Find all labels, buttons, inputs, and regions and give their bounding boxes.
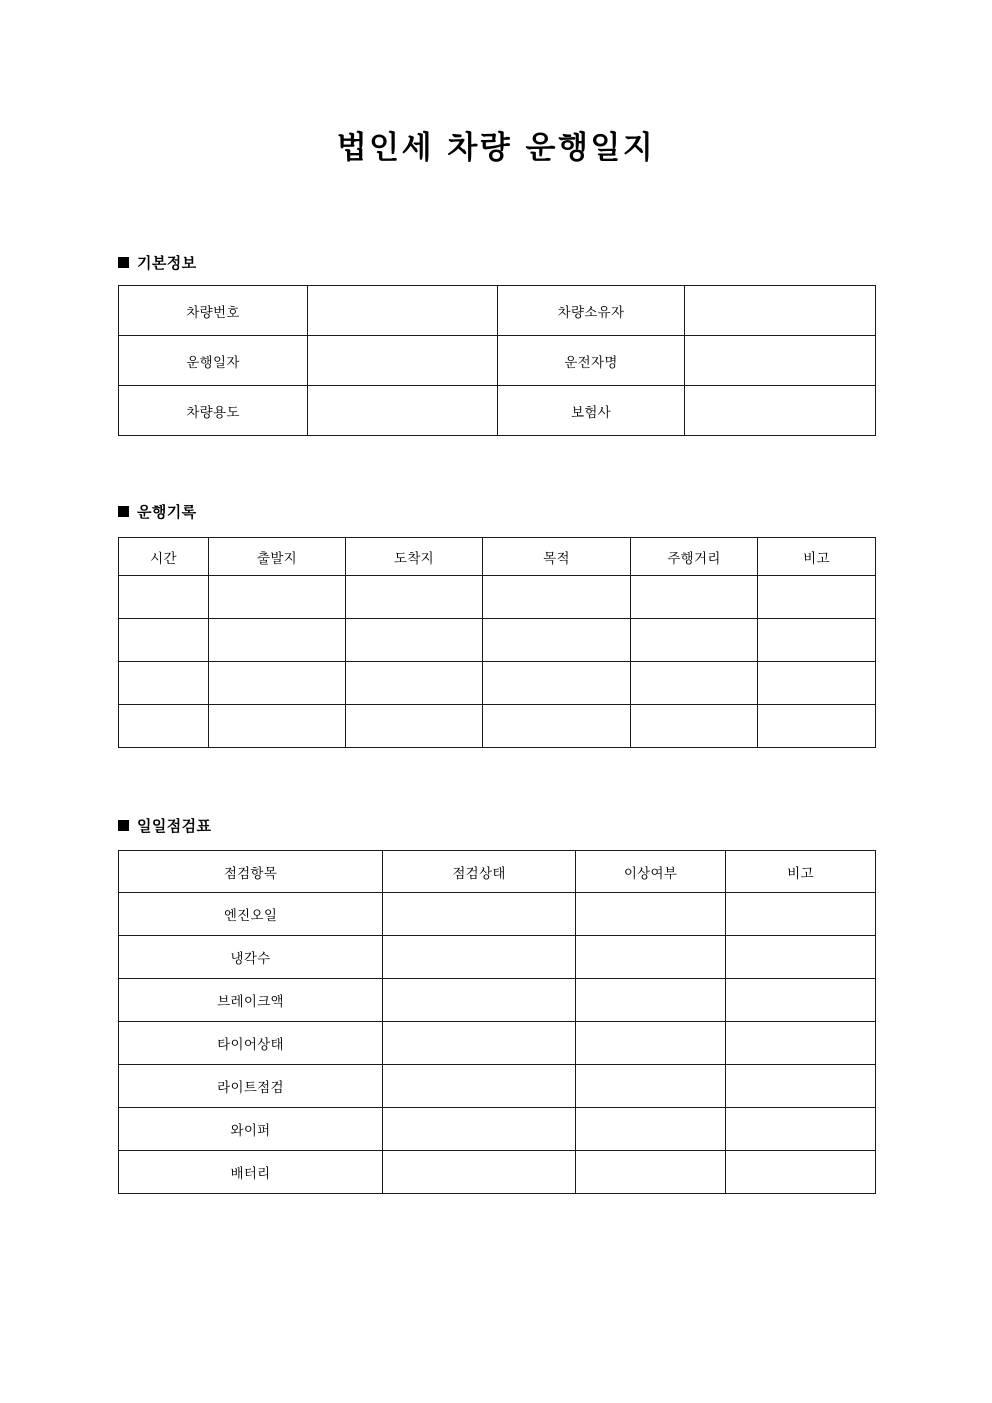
checklist-item-tire-condition: 타이어상태 — [119, 1022, 383, 1065]
checklist-item-wiper: 와이퍼 — [119, 1108, 383, 1151]
basic-info-label-vehicle-usage: 차량용도 — [119, 386, 308, 436]
checklist-status-wiper[interactable] — [383, 1108, 576, 1151]
table-row — [119, 979, 876, 1022]
checklist-abnormal-wiper[interactable] — [576, 1108, 726, 1151]
checklist-status-battery[interactable] — [383, 1151, 576, 1194]
basic-info-value-drive-date[interactable] — [308, 336, 498, 386]
record-cell-destination[interactable] — [346, 619, 483, 662]
checklist-abnormal-engine-oil[interactable] — [576, 893, 726, 936]
filled-square-bullet-icon — [118, 506, 129, 517]
checklist-status-coolant[interactable] — [383, 936, 576, 979]
record-cell-distance[interactable] — [631, 705, 758, 748]
record-cell-origin[interactable] — [209, 705, 346, 748]
record-cell-purpose[interactable] — [483, 662, 631, 705]
record-header-origin: 출발지 — [209, 538, 346, 576]
record-header-remarks: 비고 — [758, 538, 876, 576]
checklist-item-coolant: 냉각수 — [119, 936, 383, 979]
record-cell-origin[interactable] — [209, 662, 346, 705]
checklist-note-tire-condition[interactable] — [726, 1022, 876, 1065]
section-heading-label: 운행기록 — [137, 503, 197, 521]
checklist-item-engine-oil: 엔진오일 — [119, 893, 383, 936]
record-header-distance: 주행거리 — [631, 538, 758, 576]
basic-info-value-driver-name[interactable] — [685, 336, 876, 386]
basic-info-label-driver-name: 운전자명 — [498, 336, 685, 386]
basic-info-value-vehicle-usage[interactable] — [308, 386, 498, 436]
section-heading-daily-checklist — [118, 815, 211, 836]
record-header-purpose: 목적 — [483, 538, 631, 576]
checklist-abnormal-coolant[interactable] — [576, 936, 726, 979]
checklist-abnormal-tire-condition[interactable] — [576, 1022, 726, 1065]
record-cell-time[interactable] — [119, 705, 209, 748]
checklist-note-coolant[interactable] — [726, 936, 876, 979]
record-cell-distance[interactable] — [631, 576, 758, 619]
record-cell-time[interactable] — [119, 662, 209, 705]
checklist-status-brake-fluid[interactable] — [383, 979, 576, 1022]
basic-info-label-insurer: 보험사 — [498, 386, 685, 436]
record-cell-remarks[interactable] — [758, 576, 876, 619]
record-cell-destination[interactable] — [346, 662, 483, 705]
record-cell-time[interactable] — [119, 576, 209, 619]
record-cell-purpose[interactable] — [483, 705, 631, 748]
basic-info-value-vehicle-owner[interactable] — [685, 286, 876, 336]
filled-square-bullet-icon — [118, 820, 129, 831]
basic-info-label-vehicle-owner: 차량소유자 — [498, 286, 685, 336]
checklist-item-lights: 라이트점검 — [119, 1065, 383, 1108]
record-cell-origin[interactable] — [209, 619, 346, 662]
basic-info-label-vehicle-number: 차량번호 — [119, 286, 308, 336]
record-cell-time[interactable] — [119, 619, 209, 662]
section-heading-basic-info — [118, 252, 197, 273]
basic-info-value-vehicle-number[interactable] — [308, 286, 498, 336]
checklist-note-lights[interactable] — [726, 1065, 876, 1108]
checklist-note-battery[interactable] — [726, 1151, 876, 1194]
table-row — [119, 336, 876, 386]
filled-square-bullet-icon — [118, 257, 129, 268]
table-row — [119, 619, 876, 662]
table-row — [119, 576, 876, 619]
record-cell-origin[interactable] — [209, 576, 346, 619]
driving-record-table — [118, 537, 876, 748]
section-heading-driving-record — [118, 501, 197, 522]
record-cell-destination[interactable] — [346, 576, 483, 619]
checklist-header-remarks: 비고 — [726, 851, 876, 893]
record-cell-remarks[interactable] — [758, 619, 876, 662]
record-cell-remarks[interactable] — [758, 662, 876, 705]
table-row — [119, 1151, 876, 1194]
basic-info-label-drive-date: 운행일자 — [119, 336, 308, 386]
record-header-time: 시간 — [119, 538, 209, 576]
basic-info-table — [118, 285, 876, 436]
table-row — [119, 936, 876, 979]
table-row — [119, 386, 876, 436]
table-row — [119, 1022, 876, 1065]
checklist-abnormal-brake-fluid[interactable] — [576, 979, 726, 1022]
section-heading-label: 기본정보 — [137, 254, 197, 272]
table-row — [119, 1065, 876, 1108]
record-header-destination: 도착지 — [346, 538, 483, 576]
table-header-row — [119, 538, 876, 576]
record-cell-destination[interactable] — [346, 705, 483, 748]
table-row — [119, 662, 876, 705]
table-row — [119, 893, 876, 936]
checklist-item-battery: 배터리 — [119, 1151, 383, 1194]
checklist-note-wiper[interactable] — [726, 1108, 876, 1151]
checklist-header-item: 점검항목 — [119, 851, 383, 893]
checklist-note-engine-oil[interactable] — [726, 893, 876, 936]
checklist-abnormal-battery[interactable] — [576, 1151, 726, 1194]
daily-checklist-table — [118, 850, 876, 1194]
checklist-header-status: 점검상태 — [383, 851, 576, 893]
record-cell-distance[interactable] — [631, 662, 758, 705]
table-row — [119, 286, 876, 336]
table-header-row — [119, 851, 876, 893]
page-title: 법인세 차량 운행일지 — [336, 130, 656, 166]
checklist-header-abnormal: 이상여부 — [576, 851, 726, 893]
record-cell-remarks[interactable] — [758, 705, 876, 748]
checklist-status-engine-oil[interactable] — [383, 893, 576, 936]
table-row — [119, 1108, 876, 1151]
record-cell-purpose[interactable] — [483, 576, 631, 619]
checklist-item-brake-fluid: 브레이크액 — [119, 979, 383, 1022]
checklist-status-lights[interactable] — [383, 1065, 576, 1108]
basic-info-value-insurer[interactable] — [685, 386, 876, 436]
checklist-abnormal-lights[interactable] — [576, 1065, 726, 1108]
checklist-status-tire-condition[interactable] — [383, 1022, 576, 1065]
record-cell-purpose[interactable] — [483, 619, 631, 662]
record-cell-distance[interactable] — [631, 619, 758, 662]
checklist-note-brake-fluid[interactable] — [726, 979, 876, 1022]
section-heading-label: 일일점검표 — [137, 817, 212, 835]
table-row — [119, 705, 876, 748]
